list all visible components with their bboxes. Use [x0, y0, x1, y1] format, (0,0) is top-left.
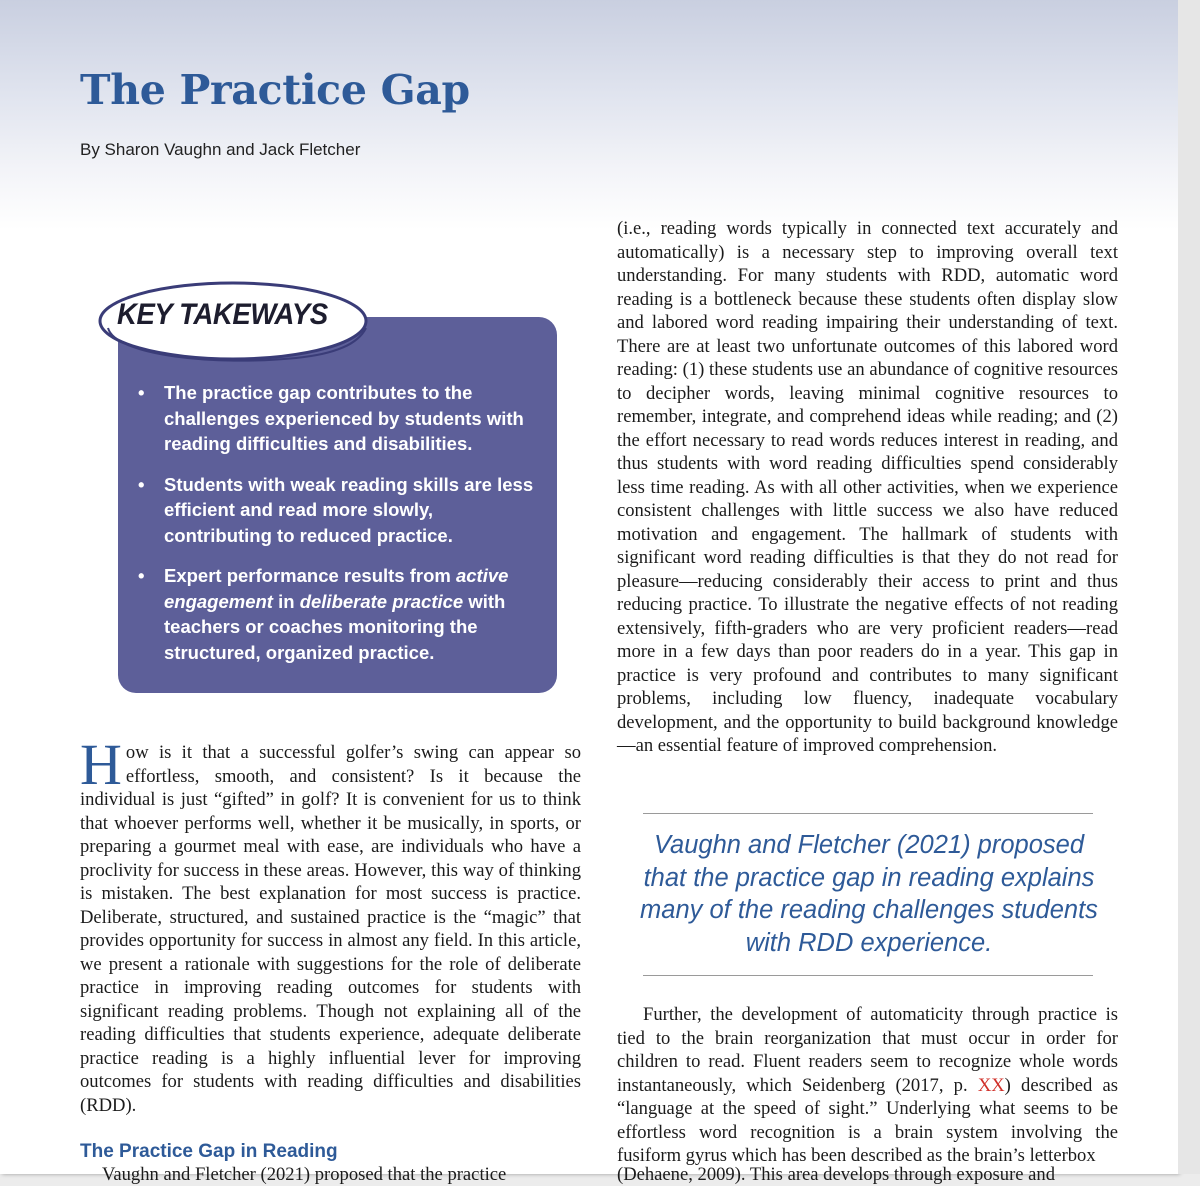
intro-paragraph: [80, 732, 581, 1117]
text-run: with teachers or coaches monitoring the structured, organized practice.: [164, 590, 506, 663]
article-byline: By Sharon Vaughn and Jack Fletcher: [80, 140, 361, 159]
pull-quote: Vaughn and Fletcher (2021) proposed that the practice gap in reading explains many of the reading challenges students with RDD experience.: [640, 831, 1098, 957]
key-takeaway-item: [136, 472, 536, 549]
bullet-icon: •: [138, 565, 145, 586]
text-run: Expert performance results from: [164, 565, 456, 586]
bullet-icon: •: [138, 473, 145, 495]
paragraph-text: Further, the development of automaticity through practice is tied to the brain reorganization that must occur in order for children to read. Fluent readers seem to recognize whole words instantaneously, which Seidenberg (2017, p.: [617, 1004, 1118, 1096]
section-heading: The Practice Gap in Reading: [80, 1141, 338, 1162]
drop-cap: H: [80, 732, 122, 797]
paragraph-text: ) described as “language at the speed of sight.” Underlying what seems to be effortless word recognition is a brain system involving the fusiform gyrus which has been described as the brain’s letterbox: [617, 1074, 1118, 1166]
section-first-line: Vaughn and Fletcher (2021) proposed that the practice: [102, 1164, 507, 1185]
emphasis-text: active engagement: [164, 565, 509, 612]
article-title: The Practice Gap: [80, 66, 470, 114]
text-run: in: [272, 590, 300, 612]
key-takeaway-text: Students with weak reading skills are less efficient and read more slowly, contributing to reduced practice.: [164, 473, 534, 546]
key-takeaways-list: [136, 380, 536, 680]
key-takeaway-item: [136, 563, 536, 665]
pull-quote-top-rule: [643, 813, 1093, 814]
emphasis-text: deliberate practice: [299, 590, 464, 612]
key-takeaway-item: [136, 380, 536, 457]
key-takeaways-heading: KEY TAKEWAYS: [117, 298, 328, 331]
key-takeaway-text: [164, 565, 508, 663]
right-column-paragraph: (i.e., reading words typically in connected text accurately and automatically) is a necessary step to improving overall text understanding. For many students with RDD, automatic word reading is a bottleneck because these students often display slow and labored word reading impairing their understanding of text. There are at least two unfortunate outcomes of this labored word reading: (1) these students use an abundance of cognitive resources to decipher words, leaving minimal cognitive resources to remember, integrate, and comprehend ideas while reading; and (2) the effort necessary to read words reduces interest in reading, and thus students with word reading difficulties spend considerably less time reading. As with all other activities, when we experience consistent challenges with little success we also have reduced motivation and engagement. The hallmark of students with significant word reading difficulties is that they do not read for pleasure—reducing considerably their access to print and thus reducing practice. To illustrate the negative effects of not reading extensively, fifth-graders who are very proficient readers—read more in a few days than poor readers do in a year. This gap in practice is very profound and contributes to many significant problems, including low fluency, inadequate vocabulary development, and the opportunity to build background knowledge—an essential feature of improved comprehension.: [617, 218, 1118, 756]
intro-text: ow is it that a successful golfer’s swing can appear so effortless, smooth, and consistent? Is it because the individual is just “gifted” in golf? It is convenient for us to think that whoever performs well, whether it be musically, in sports, or preparing a gourmet meal with ease, are individuals who have a proclivity for success in these areas. However, this way of thinking is mistaken. The best explanation for most success is practice. Deliberate, structured, and sustained practice is the “magic” that provides opportunity for success in almost any field. In this article, we present a rationale with suggestions for the role of deliberate practice in improving reading outcomes for students with significant reading problems. Though not explaining all of the reading difficulties that students experience, adequate deliberate practice reading is a highly influential lever for improving outcomes for students with reading difficulties and disabilities (RDD).: [80, 742, 581, 1116]
right-cut-line: (Dehaene, 2009). This area develops through exposure and: [617, 1164, 1056, 1185]
right-column-paragraph-2: [617, 1003, 1118, 1168]
pull-quote-bottom-rule: [643, 975, 1093, 976]
placeholder-xx: XX: [977, 1074, 1005, 1096]
key-takeaway-text: The practice gap contributes to the challenges experienced by students with reading difficulties and disabilities.: [164, 382, 524, 454]
bullet-icon: •: [138, 382, 145, 403]
viewer-side-margin: [1178, 0, 1200, 1174]
